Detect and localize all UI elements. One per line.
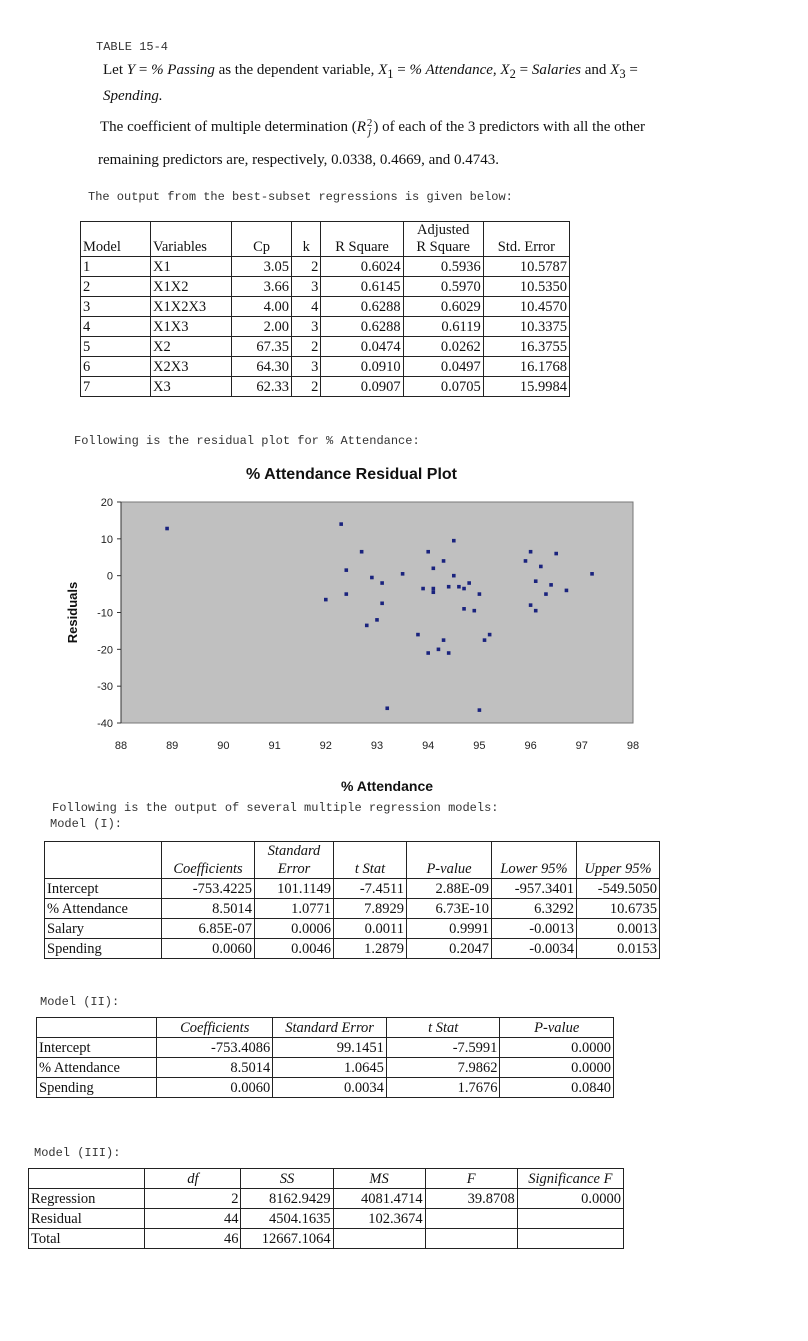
table-row: % Attendance 8.5014 1.0645 7.9862 0.0000 xyxy=(37,1058,614,1078)
y-symbol: Y xyxy=(126,62,136,78)
model-1-corner xyxy=(45,842,162,879)
data-point xyxy=(447,651,451,655)
x1-subscript: 1 xyxy=(387,67,394,81)
data-point xyxy=(447,585,451,589)
table-row: Residual 44 4504.1635 102.3674 xyxy=(29,1209,624,1229)
data-point xyxy=(529,550,533,554)
data-point xyxy=(539,565,543,569)
model-3-corner xyxy=(29,1169,145,1189)
model-1-header-t-stat: t Stat xyxy=(334,842,407,879)
x1-definition: % Attendance xyxy=(409,62,493,78)
model-3-header-ms: MS xyxy=(333,1169,425,1189)
intro-and: and xyxy=(580,62,611,78)
model-2-header-coefficients: Coefficients xyxy=(157,1018,273,1038)
model-1-header-lower-95: Lower 95% xyxy=(492,842,577,879)
model-3-table xyxy=(28,1168,624,1249)
data-point xyxy=(432,587,436,591)
data-point xyxy=(488,633,492,637)
x3-symbol: X xyxy=(610,62,620,78)
data-point xyxy=(467,581,471,585)
table-label: TABLE 15-4 xyxy=(96,40,169,54)
y-tick-label: -40 xyxy=(97,718,113,730)
col-header-std-error: Std. Error xyxy=(483,222,569,257)
table-row: Spending 0.0060 0.0046 1.2879 0.2047 -0.0034 0.0153 xyxy=(45,939,660,959)
data-point xyxy=(452,539,456,543)
col-header-adjusted-r-square: Adjusted R Square xyxy=(403,222,483,257)
coef-text-pre: The coefficient of multiple determination ( xyxy=(100,119,357,135)
intro-let: Let xyxy=(103,62,127,78)
col-header-variables: Variables xyxy=(151,222,232,257)
data-point xyxy=(529,603,533,607)
x-tick-label: 93 xyxy=(370,740,384,752)
data-point xyxy=(457,585,461,589)
model-1-header-standard-error: Standard Error xyxy=(255,842,334,879)
data-point xyxy=(544,592,548,596)
y-tick-label: 0 xyxy=(106,570,113,583)
table-row: Regression 2 8162.9429 4081.4714 39.8708 0.0000 xyxy=(29,1189,624,1209)
subset-table xyxy=(80,221,570,397)
model-2-label: Model (II): xyxy=(40,995,120,1009)
data-point xyxy=(360,550,364,554)
data-point xyxy=(432,567,436,571)
y-definition: % Passing xyxy=(151,62,215,78)
model-2-header-row xyxy=(37,1018,614,1038)
coef-text-post: ) of each of the 3 predictors with all the other xyxy=(373,119,645,135)
data-point xyxy=(344,592,348,596)
model-1-label: Model (I): xyxy=(50,817,123,831)
y-tick-label: 10 xyxy=(100,533,113,546)
model-2-corner xyxy=(37,1018,157,1038)
data-point xyxy=(380,581,384,585)
model-1-header-p-value: P-value xyxy=(407,842,492,879)
model-2-header-t-stat: t Stat xyxy=(386,1018,500,1038)
data-point xyxy=(324,598,328,602)
coef-text-line-2: remaining predictors are, respectively, 0.0338, 0.4669, and 0.4743. xyxy=(98,152,500,168)
subset-intro: The output from the best-subset regressions is given below: xyxy=(88,190,513,204)
x-tick-label: 95 xyxy=(473,740,486,752)
r-subscript: j xyxy=(368,125,372,138)
residual-intro: Following is the residual plot for % Attendance: xyxy=(74,434,420,448)
data-point xyxy=(426,651,430,655)
model-1-header-row xyxy=(45,842,660,879)
intro-eq: = xyxy=(135,62,152,78)
table-row: 1 X1 3.05 2 0.6024 0.5936 10.5787 xyxy=(81,257,570,277)
subset-header-row xyxy=(81,222,570,257)
table-row: % Attendance 8.5014 1.0771 7.8929 6.73E-10 6.3292 10.6735 xyxy=(45,899,660,919)
table-row: 5 X2 67.35 2 0.0474 0.0262 16.3755 xyxy=(81,337,570,357)
model-2-header-standard-error: Standard Error xyxy=(273,1018,387,1038)
model-3-header-row xyxy=(29,1169,624,1189)
x1-symbol: X xyxy=(378,62,388,78)
table-row: 4 X1X3 2.00 3 0.6288 0.6119 10.3375 xyxy=(81,317,570,337)
x-tick-label: 94 xyxy=(422,740,435,752)
data-point xyxy=(478,708,482,712)
table-row: 3 X1X2X3 4.00 4 0.6288 0.6029 10.4570 xyxy=(81,297,570,317)
x2-definition: Salaries xyxy=(531,62,581,78)
model-1-table xyxy=(44,841,660,959)
data-point xyxy=(339,522,343,526)
data-point xyxy=(416,633,420,637)
model-1-header-upper-95: Upper 95% xyxy=(577,842,660,879)
table-row: Spending 0.0060 0.0034 1.7676 0.0840 xyxy=(37,1078,614,1098)
data-point xyxy=(432,590,436,594)
x-tick-label: 90 xyxy=(217,740,230,752)
model-3-header-ss: SS xyxy=(241,1169,333,1189)
intro-dependent: as the dependent variable, xyxy=(214,62,379,78)
y-tick-label: -30 xyxy=(97,681,113,694)
data-point xyxy=(385,706,389,710)
r-superscript: 2 xyxy=(366,116,373,129)
x-tick-label: 88 xyxy=(114,740,128,752)
col-header-k: k xyxy=(292,222,321,257)
model-3-header-significance-f: Significance F xyxy=(517,1169,623,1189)
y-tick-label: 20 xyxy=(100,497,113,509)
col-header-r-square: R Square xyxy=(321,222,403,257)
table-row: 6 X2X3 64.30 3 0.0910 0.0497 16.1768 xyxy=(81,357,570,377)
data-point xyxy=(483,638,487,642)
table-row: 7 X3 62.33 2 0.0907 0.0705 15.9984 xyxy=(81,377,570,397)
table-row: 2 X1X2 3.66 3 0.6145 0.5970 10.5350 xyxy=(81,277,570,297)
data-point xyxy=(370,576,374,580)
y-tick-label: -20 xyxy=(97,644,113,657)
x-tick-label: 98 xyxy=(626,740,640,752)
data-point xyxy=(442,559,446,563)
x-tick-label: 97 xyxy=(575,740,588,752)
data-point xyxy=(534,609,538,613)
data-point xyxy=(462,607,466,611)
data-point xyxy=(565,589,569,593)
x3-subscript: 3 xyxy=(619,67,626,81)
intro-line-1: Let Y = % Passing as the dependent variable, $X_1$ = % Attendance, $X_2$ = Salaries and $X_3$ = xyxy=(103,62,638,81)
x-tick-label: 91 xyxy=(268,740,281,752)
model-3-header-df: df xyxy=(145,1169,241,1189)
intro-line-2 xyxy=(103,86,163,106)
data-point xyxy=(478,592,482,596)
intro-eq3: = xyxy=(625,62,638,78)
model-3-label: Model (III): xyxy=(34,1146,121,1160)
col-header-cp: Cp xyxy=(232,222,292,257)
x-tick-label: 92 xyxy=(319,740,332,752)
data-point xyxy=(165,527,169,531)
model-2-table xyxy=(36,1017,614,1098)
x-tick-label: 96 xyxy=(524,740,537,752)
data-point xyxy=(524,559,528,563)
table-row: Intercept -753.4086 99.1451 -7.5991 0.0000 xyxy=(37,1038,614,1058)
x2-symbol: X xyxy=(500,62,510,78)
table-row: Total 46 12667.1064 xyxy=(29,1229,624,1249)
data-point xyxy=(421,587,425,591)
y-axis-title: Residuals xyxy=(65,581,80,644)
data-point xyxy=(452,574,456,578)
data-point xyxy=(344,568,348,572)
data-point xyxy=(375,618,379,622)
data-point xyxy=(442,638,446,642)
regression-intro: Following is the output of several multiple regression models: xyxy=(52,801,499,815)
y-tick-label: -10 xyxy=(97,607,113,620)
data-point xyxy=(549,583,553,587)
x-axis-title: % Attendance xyxy=(340,778,434,794)
model-2-header-p-value: P-value xyxy=(500,1018,614,1038)
coef-text-line-1 xyxy=(100,117,790,137)
data-point xyxy=(534,579,538,583)
data-point xyxy=(380,601,384,605)
data-point xyxy=(437,648,441,652)
plot-area xyxy=(121,502,633,723)
x-tick-label: 89 xyxy=(166,740,179,752)
col-header-model: Model xyxy=(81,222,151,257)
data-point xyxy=(426,550,430,554)
model-1-header-coefficients: Coefficients xyxy=(162,842,255,879)
chart-title: % Attendance Residual Plot xyxy=(246,466,457,483)
r-symbol: R xyxy=(356,119,366,135)
x3-definition: Spending. xyxy=(103,88,163,104)
model-3-header-f: F xyxy=(425,1169,517,1189)
data-point xyxy=(554,552,558,556)
data-point xyxy=(590,572,594,576)
data-point xyxy=(472,609,476,613)
data-point xyxy=(462,587,466,591)
data-point xyxy=(401,572,405,576)
table-row: Intercept -753.4225 101.1149 -7.4511 2.88E-09 -957.3401 -549.5050 xyxy=(45,879,660,899)
data-point xyxy=(365,624,369,628)
x2-subscript: 2 xyxy=(509,67,516,81)
table-row: Salary 6.85E-07 0.0006 0.0011 0.9991 -0.0013 0.0013 xyxy=(45,919,660,939)
residual-plot xyxy=(55,490,655,800)
